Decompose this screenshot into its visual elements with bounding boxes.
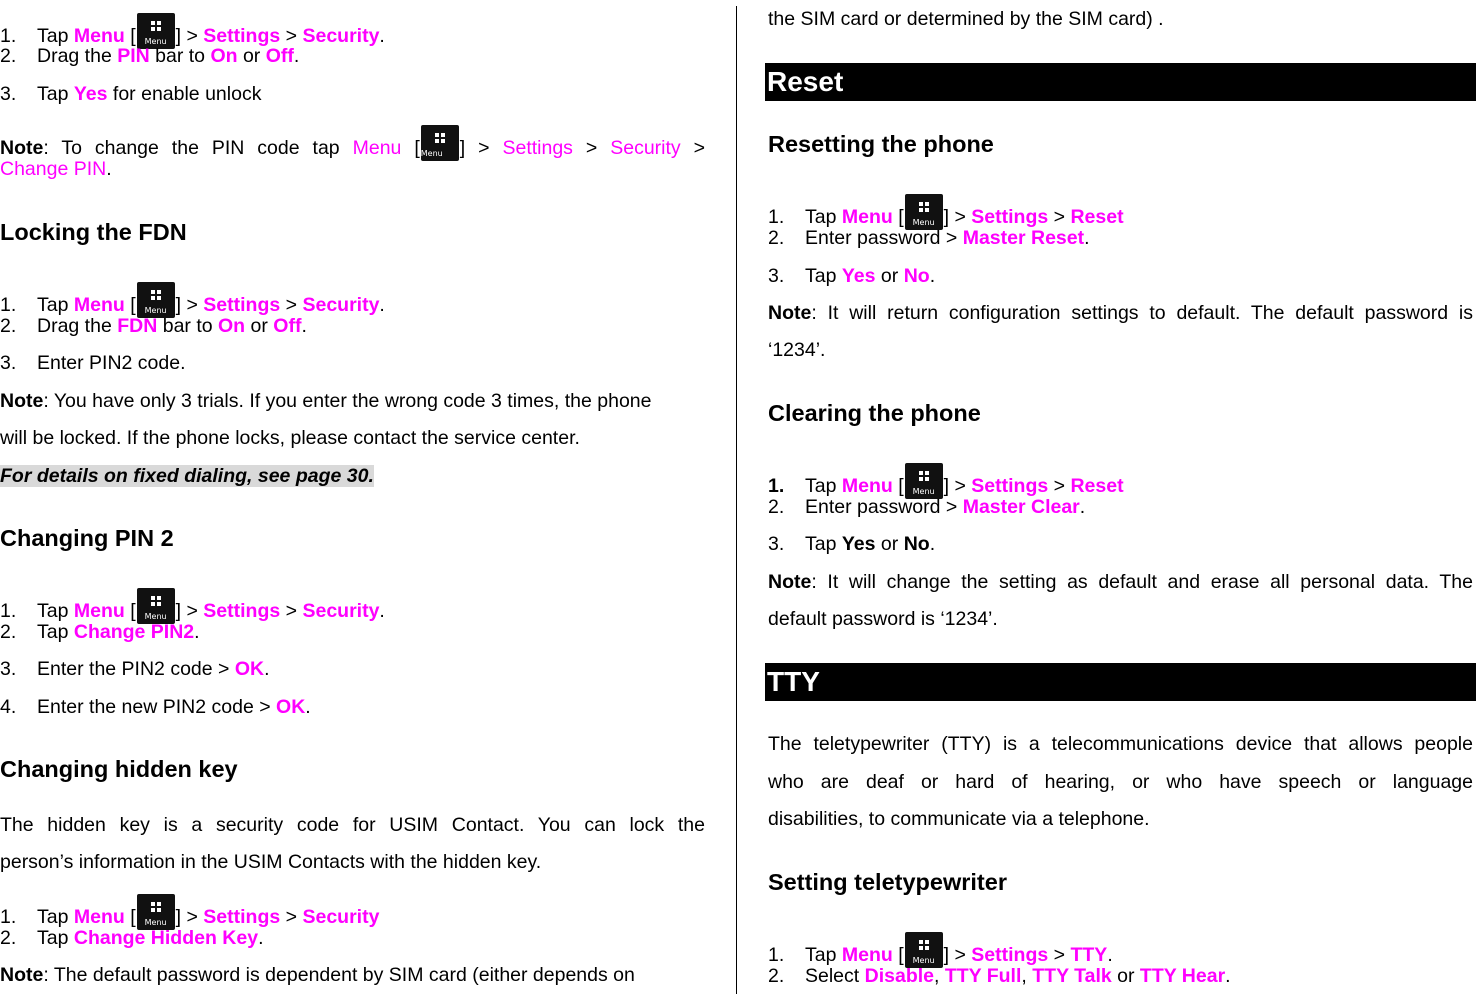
pin-step-1: 1. Tap Menu [ Menu ] > Settings > Security. [0, 13, 385, 49]
hidden-step-2: 2. Tap Change Hidden Key. [0, 927, 264, 949]
menu-icon: Menu [421, 125, 459, 161]
heading-resetting-phone: Resetting the phone [768, 131, 994, 157]
pin2-step-3: 3. Enter the PIN2 code > OK. [0, 658, 270, 680]
pin-note-cont: Change PIN. [0, 158, 112, 180]
hidden-step-1: 1. Tap Menu [ Menu ] > Settings > Security [0, 894, 379, 930]
tty-body-line1: The teletypewriter (TTY) is a telecommunications device that allows people [768, 733, 1473, 755]
fdn-note-line2: will be locked. If the phone locks, please contact the service center. [0, 427, 580, 449]
tty-step-1: 1. Tap Menu [ Menu ] > Settings > TTY. [768, 932, 1113, 968]
pin2-step-2: 2. Tap Change PIN2. [0, 621, 200, 643]
menu-icon: Menu [137, 13, 175, 49]
tty-step-2: 2. Select Disable, TTY Full, TTY Talk or TTY Hear. [768, 965, 1231, 987]
menu-icon: Menu [905, 463, 943, 499]
pin2-step-4: 4. Enter the new PIN2 code > OK. [0, 696, 311, 718]
reset-note-line1: Note: It will return configuration settings to default. The default password is [768, 302, 1473, 324]
fdn-details-link[interactable]: For details on fixed dialing, see page 30. [0, 465, 374, 487]
tty-body-line3: disabilities, to communicate via a telephone. [768, 808, 1150, 830]
fdn-step-3: 3. Enter PIN2 code. [0, 352, 186, 374]
heading-changing-pin2: Changing PIN 2 [0, 525, 174, 551]
heading-setting-teletypewriter: Setting teletypewriter [768, 869, 1007, 895]
hidden-body-line2: person’s information in the USIM Contacts with the hidden key. [0, 851, 542, 873]
menu-icon: Menu [905, 194, 943, 230]
continuation-text: the SIM card or determined by the SIM card) . [768, 8, 1164, 30]
column-divider [736, 6, 737, 994]
clear-note-line1: Note: It will change the setting as default and erase all personal data. The [768, 571, 1473, 593]
pin2-step-1: 1. Tap Menu [ Menu ] > Settings > Security. [0, 588, 385, 624]
heading-clearing-phone: Clearing the phone [768, 400, 981, 426]
reset-step-3: 3. Tap Yes or No. [768, 265, 936, 287]
menu-icon: Menu [137, 894, 175, 930]
fdn-note-line1: Note: You have only 3 trials. If you enter the wrong code 3 times, the phone [0, 390, 652, 412]
section-header-tty: TTY [765, 663, 1476, 701]
clear-step-3: 3. Tap Yes or No. [768, 533, 936, 555]
heading-changing-hidden-key: Changing hidden key [0, 756, 238, 782]
fdn-step-1: 1. Tap Menu [ Menu ] > Settings > Security. [0, 282, 385, 318]
pin-step-2: 2. Drag the PIN bar to On or Off. [0, 45, 300, 67]
pin-note: Note: To change the PIN code tap Menu [ Menu ] > Settings > Security > [0, 125, 705, 161]
hidden-note: Note: The default password is dependent by SIM card (either depends on [0, 964, 635, 986]
menu-icon: Menu [137, 588, 175, 624]
tty-body-line2: who are deaf or hard of hearing, or who have speech or language [768, 771, 1473, 793]
clear-step-2: 2. Enter password > Master Clear. [768, 496, 1086, 518]
hidden-body-line1: The hidden key is a security code for USIM Contact. You can lock the [0, 814, 705, 836]
pin-step-3: 3. Tap Yes for enable unlock [0, 83, 262, 105]
fdn-step-2: 2. Drag the FDN bar to On or Off. [0, 315, 307, 337]
reset-step-2: 2. Enter password > Master Reset. [768, 227, 1090, 249]
section-header-reset: Reset [765, 63, 1476, 101]
menu-icon: Menu [137, 282, 175, 318]
menu-icon: Menu [905, 932, 943, 968]
clear-step-1: 1. Tap Menu [ Menu ] > Settings > Reset [768, 463, 1124, 499]
heading-locking-fdn: Locking the FDN [0, 219, 187, 245]
reset-step-1: 1. Tap Menu [ Menu ] > Settings > Reset [768, 194, 1124, 230]
reset-note-line2: ‘1234’. [768, 339, 826, 361]
clear-note-line2: default password is ‘1234’. [768, 608, 998, 630]
